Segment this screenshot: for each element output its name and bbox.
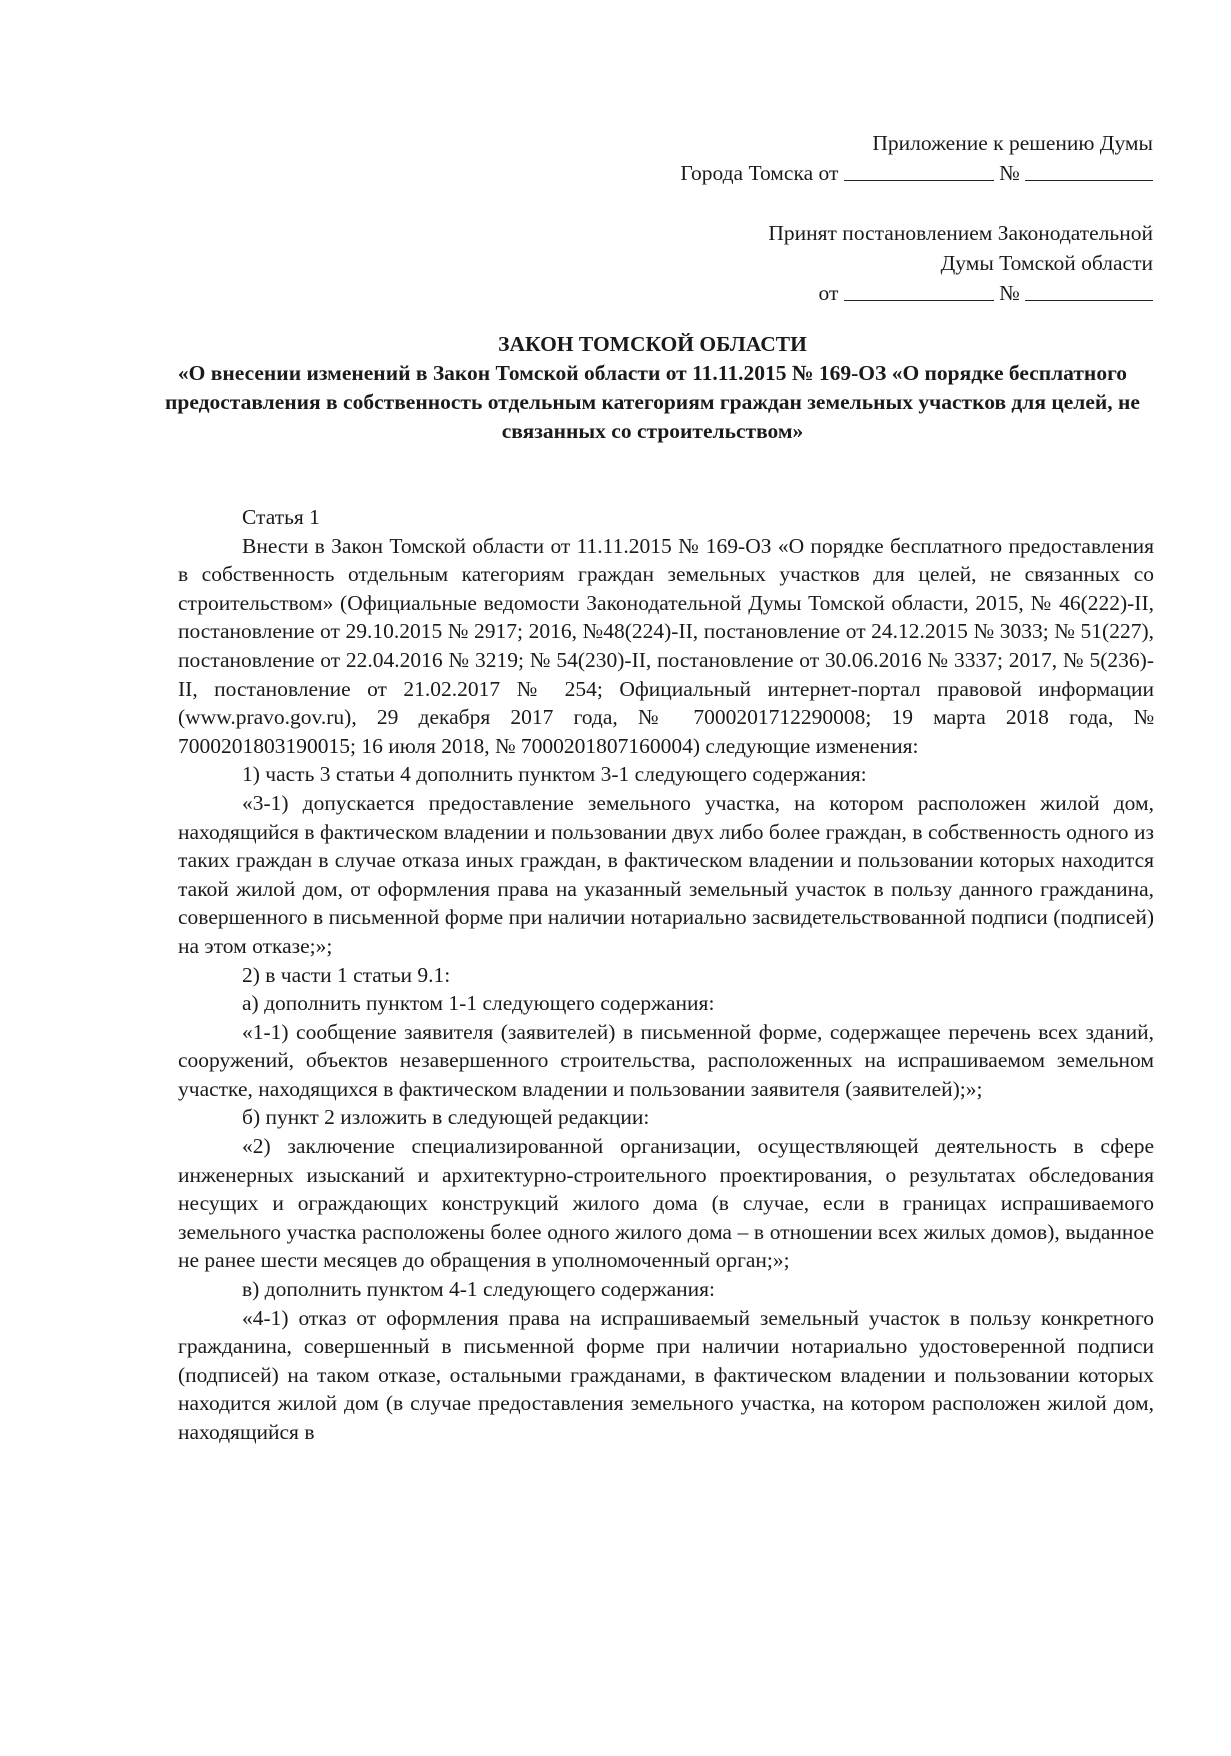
adopted-number-blank — [1025, 280, 1153, 301]
appendix-block — [680, 128, 1153, 188]
paragraph-item-a: а) дополнить пунктом 1-1 следующего содержания: — [242, 991, 715, 1016]
appendix-line-1: Приложение к решению Думы — [872, 131, 1153, 155]
article-heading: Статья 1 — [242, 505, 320, 529]
paragraph-item-2: 2) в части 1 статьи 9.1: — [242, 962, 451, 987]
paragraph-item-1-1: «1-1) сообщение заявителя (заявителей) в письменной форме, содержащее перечень всех зданий, сооружений, объектов незавершенного строительства, расположенных на испрашиваемом земельном участке, находящихся в фактическом владении и пользовании заявителя (заявителей);»; — [178, 1019, 1154, 1101]
paragraph-intro: Внести в Закон Томской области от 11.11.2015 № 169-ОЗ «О порядке бесплатного предоставления в собственность отдельным категориям граждан земельных участков для целей, не связанных со строительством» (Официальные ведомости Законодательной Думы Томской области, 2015, № 46(222)-II, постановление от 29.10.2015 № 2917; 2016, №48(224)-II, постановление от 24.12.2015 № 3033; № 51(227), постановление от 22.04.2016 № 3219; № 54(230)-II, постановление от 30.06.2016 № 3337; 2017, № 5(236)-II, постановление от 21.02.2017 № 254; Официальный интернет-портал правовой информации (www.pravo.gov.ru), 29 декабря 2017 года, № 7000201712290008; 19 марта 2018 года, № 7000201803190015; 16 июля 2018, № 7000201807160004) следующие изменения: — [178, 533, 1154, 758]
appendix-city-prefix: Города Томска от — [680, 161, 839, 185]
paragraph-item-b: б) пункт 2 изложить в следующей редакции: — [242, 1105, 650, 1130]
adopted-date-blank — [844, 280, 994, 301]
adopted-line-3 — [768, 278, 1153, 308]
adopted-number-sign: № — [999, 281, 1020, 305]
paragraph-item-3-1: «3-1) допускается предоставление земельного участка, на котором расположен жилой дом, находящийся в фактическом владении и пользовании двух либо более граждан, в собственность одного из таких граждан в случае отказа иных граждан, в фактическом владении и пользовании которых находится такой жилой дом, от оформления права на указанный земельный участок в пользу данного гражданина, совершенного в письменной форме при наличии нотариально засвидетельствованной подписи (подписей) на этом отказе;»; — [178, 790, 1154, 958]
date-blank — [844, 160, 994, 181]
paragraph-item-4-1: «4-1) отказ от оформления права на испрашиваемый земельный участок в пользу конкретного гражданина, совершенный в письменной форме при наличии нотариально удостоверенной подписи (подписей) на таком отказе, остальными гражданами, в фактическом владении и пользовании которых находится жилой дом (в случае предоставления земельного участка, на котором расположен жилой дом, находящийся в — [178, 1305, 1154, 1444]
paragraph-item-v: в) дополнить пунктом 4-1 следующего содержания: — [242, 1277, 716, 1302]
adopted-block — [768, 218, 1153, 308]
document-body — [178, 503, 1154, 1447]
appendix-line-2 — [680, 158, 1153, 188]
paragraph-item-2-text: «2) заключение специализированной организации, осуществляющей деятельность в сфере инженерных изысканий и архитектурно-строительного проектирования, о результатах обследования несущих и ограждающих конструкций жилого дома (в случае, если в границах испрашиваемого земельного участка расположены более одного жилого дома – в отношении всех жилых домов), выданное не ранее шести месяцев до обращения в уполномоченный орган;»; — [178, 1134, 1154, 1273]
adopted-line-1: Принят постановлением Законодательной — [768, 221, 1153, 245]
number-blank — [1025, 160, 1153, 181]
adopted-line-2: Думы Томской области — [940, 251, 1153, 275]
number-sign: № — [999, 161, 1020, 185]
law-subtitle: «О внесении изменений в Закон Томской области от 11.11.2015 № 169-ОЗ «О порядке бесплатного предоставления в собственность отдельным категориям граждан земельных участков для целей, не связанных со строительством» — [165, 361, 1140, 443]
paragraph-item-1: 1) часть 3 статьи 4 дополнить пунктом 3-1 следующего содержания: — [242, 762, 867, 787]
law-title: ЗАКОН ТОМСКОЙ ОБЛАСТИ — [498, 332, 807, 356]
adopted-from-prefix: от — [818, 281, 839, 305]
law-title-block — [150, 330, 1155, 446]
